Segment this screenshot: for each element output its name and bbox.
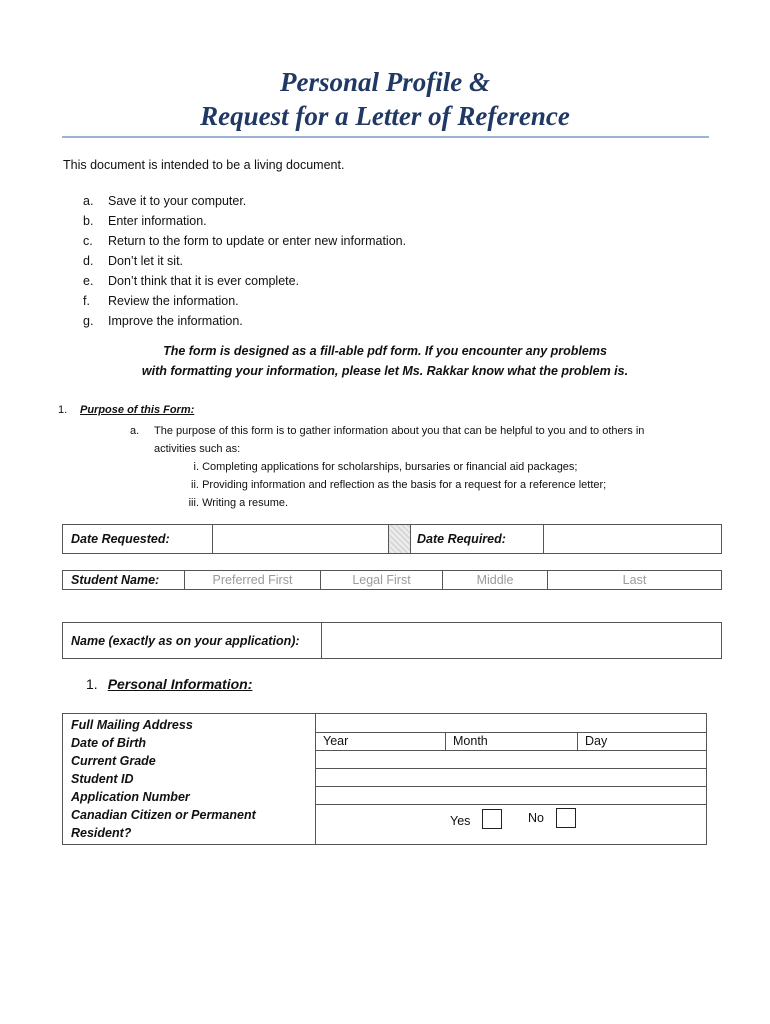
grade-label: Current Grade bbox=[71, 754, 156, 768]
dob-year-field[interactable]: Year bbox=[316, 733, 446, 750]
notice-line1: The form is designed as a fill-able pdf form. If you encounter any problems bbox=[163, 344, 607, 358]
preferred-first-field[interactable]: Preferred First bbox=[185, 571, 321, 590]
application-number-field[interactable] bbox=[316, 787, 706, 805]
list-marker: g. bbox=[83, 314, 94, 328]
purpose-sub-list bbox=[172, 458, 606, 512]
date-requested-field[interactable] bbox=[213, 525, 389, 554]
list-marker: iii. bbox=[188, 497, 199, 509]
list-item bbox=[83, 211, 406, 231]
list-marker: c. bbox=[83, 234, 93, 248]
application-number-label: Application Number bbox=[71, 790, 190, 804]
document-title-line2: Request for a Letter of Reference bbox=[200, 101, 570, 131]
application-name-field[interactable] bbox=[322, 623, 722, 659]
list-item bbox=[83, 231, 406, 251]
personal-info-fields bbox=[316, 714, 707, 845]
address-field[interactable] bbox=[316, 714, 706, 733]
list-text: Don’t let it sit. bbox=[108, 254, 184, 268]
purpose-heading bbox=[58, 404, 194, 416]
list-item bbox=[83, 311, 406, 331]
dates-table bbox=[62, 524, 722, 554]
list-item bbox=[172, 476, 606, 494]
list-text: Completing applications for scholarships, bursaries or financial aid packages; bbox=[202, 461, 578, 473]
citizen-row bbox=[316, 805, 706, 839]
title-divider bbox=[62, 136, 709, 138]
no-label: No bbox=[528, 811, 544, 825]
personal-info-labels bbox=[63, 714, 316, 845]
personal-info-heading bbox=[86, 676, 252, 692]
purpose-item-a bbox=[130, 422, 690, 458]
dob-label: Date of Birth bbox=[71, 736, 146, 750]
dob-day-field[interactable]: Day bbox=[585, 734, 608, 748]
dob-month-field[interactable]: Month bbox=[446, 733, 578, 750]
middle-name-field[interactable]: Middle bbox=[443, 571, 548, 590]
no-checkbox[interactable] bbox=[556, 808, 576, 828]
student-id-field[interactable] bbox=[316, 769, 706, 787]
student-name-label: Student Name: bbox=[63, 571, 185, 590]
date-required-label: Date Required: bbox=[411, 525, 544, 554]
intro-text: This document is intended to be a living document. bbox=[63, 158, 345, 172]
yes-checkbox[interactable] bbox=[482, 809, 502, 829]
list-marker: a. bbox=[130, 425, 140, 437]
list-marker: a. bbox=[83, 194, 94, 208]
list-marker: e. bbox=[83, 274, 94, 288]
list-marker: ii. bbox=[191, 479, 199, 491]
section-title: Purpose of this Form: bbox=[80, 404, 195, 416]
list-text: Writing a resume. bbox=[202, 497, 289, 509]
personal-info-table bbox=[62, 713, 707, 845]
list-marker: i. bbox=[193, 461, 199, 473]
date-spacer-cell bbox=[389, 525, 411, 554]
address-label: Full Mailing Address bbox=[71, 718, 193, 732]
yes-label: Yes bbox=[450, 814, 471, 828]
section-number: 1. bbox=[86, 676, 98, 692]
list-item bbox=[83, 271, 406, 291]
list-marker: d. bbox=[83, 254, 94, 268]
list-marker: b. bbox=[83, 214, 94, 228]
application-name-label: Name (exactly as on your application): bbox=[63, 623, 322, 659]
list-item bbox=[83, 291, 406, 311]
citizen-label: Canadian Citizen or Permanent Resident? bbox=[71, 808, 256, 840]
list-text: Providing information and reflection as the basis for a request for a reference letter; bbox=[202, 479, 607, 491]
purpose-text-line1: The purpose of this form is to gather information about you that can be helpful to you and to others in bbox=[154, 425, 645, 437]
legal-first-field[interactable]: Legal First bbox=[321, 571, 443, 590]
section-number: 1. bbox=[58, 404, 68, 416]
grade-field[interactable] bbox=[316, 751, 706, 769]
student-id-label: Student ID bbox=[71, 772, 134, 786]
list-text: Don’t think that it is ever complete. bbox=[108, 274, 300, 288]
list-item bbox=[83, 251, 406, 271]
date-requested-label: Date Requested: bbox=[63, 525, 213, 554]
list-item bbox=[83, 191, 406, 211]
list-text: Improve the information. bbox=[108, 314, 243, 328]
list-marker: f. bbox=[83, 294, 90, 308]
date-required-field[interactable] bbox=[544, 525, 722, 554]
list-item bbox=[172, 494, 606, 512]
student-name-table bbox=[62, 570, 722, 590]
list-text: Enter information. bbox=[108, 214, 207, 228]
list-item bbox=[172, 458, 606, 476]
section-title: Personal Information: bbox=[107, 676, 253, 692]
list-text: Review the information. bbox=[108, 294, 239, 308]
list-text: Save it to your computer. bbox=[108, 194, 247, 208]
document-title-line1: Personal Profile & bbox=[280, 67, 490, 97]
purpose-text-line2: activities such as: bbox=[154, 443, 241, 455]
list-text: Return to the form to update or enter new information. bbox=[108, 234, 407, 248]
notice-line2: with formatting your information, please let Ms. Rakkar know what the problem is. bbox=[141, 364, 629, 378]
application-name-table bbox=[62, 622, 722, 659]
instruction-list bbox=[83, 191, 406, 331]
dob-row bbox=[316, 733, 706, 751]
last-name-field[interactable]: Last bbox=[548, 571, 722, 590]
